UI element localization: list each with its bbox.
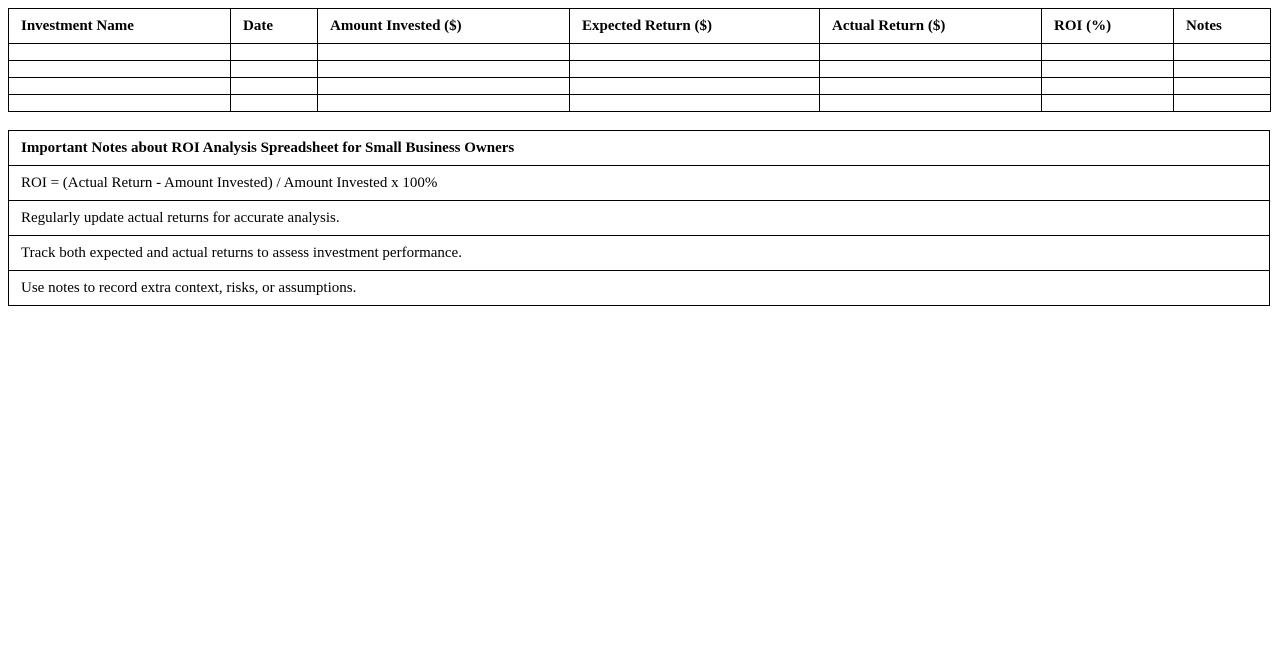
table-cell[interactable] [318,95,570,112]
column-header-date: Date [231,9,318,44]
column-header-roi: ROI (%) [1042,9,1174,44]
table-cell[interactable] [231,78,318,95]
table-cell[interactable] [1042,44,1174,61]
table-cell[interactable] [570,95,820,112]
table-row [9,61,1271,78]
table-cell[interactable] [231,95,318,112]
note-row [9,271,1270,306]
table-cell[interactable] [820,61,1042,78]
note-update-returns: Regularly update actual returns for accurate analysis. [9,201,1270,236]
table-cell[interactable] [231,61,318,78]
note-row [9,201,1270,236]
column-header-expected-return: Expected Return ($) [570,9,820,44]
notes-title: Important Notes about ROI Analysis Spreadsheet for Small Business Owners [9,131,1270,166]
table-cell[interactable] [570,78,820,95]
note-roi-formula: ROI = (Actual Return - Amount Invested) / Amount Invested x 100% [9,166,1270,201]
table-header-row [9,9,1271,44]
table-cell[interactable] [9,44,231,61]
table-cell[interactable] [318,61,570,78]
page-content [8,8,1270,306]
table-cell[interactable] [9,78,231,95]
table-cell[interactable] [820,95,1042,112]
table-cell[interactable] [570,61,820,78]
note-row [9,166,1270,201]
column-header-actual-return: Actual Return ($) [820,9,1042,44]
table-cell[interactable] [1174,95,1271,112]
table-cell[interactable] [9,95,231,112]
table-row [9,78,1271,95]
table-cell[interactable] [820,78,1042,95]
column-header-investment-name: Investment Name [9,9,231,44]
table-cell[interactable] [1174,78,1271,95]
table-cell[interactable] [9,61,231,78]
table-cell[interactable] [1174,44,1271,61]
note-track-returns: Track both expected and actual returns to assess investment performance. [9,236,1270,271]
table-cell[interactable] [1042,78,1174,95]
note-use-notes: Use notes to record extra context, risks, or assumptions. [9,271,1270,306]
table-cell[interactable] [1042,61,1174,78]
notes-title-row [9,131,1270,166]
table-cell[interactable] [318,78,570,95]
roi-notes-table [8,130,1270,306]
table-cell[interactable] [1042,95,1174,112]
table-row [9,95,1271,112]
investment-table [8,8,1271,112]
table-cell[interactable] [231,44,318,61]
note-row [9,236,1270,271]
table-cell[interactable] [570,44,820,61]
column-header-amount-invested: Amount Invested ($) [318,9,570,44]
table-cell[interactable] [820,44,1042,61]
table-cell[interactable] [1174,61,1271,78]
table-row [9,44,1271,61]
table-cell[interactable] [318,44,570,61]
column-header-notes: Notes [1174,9,1271,44]
